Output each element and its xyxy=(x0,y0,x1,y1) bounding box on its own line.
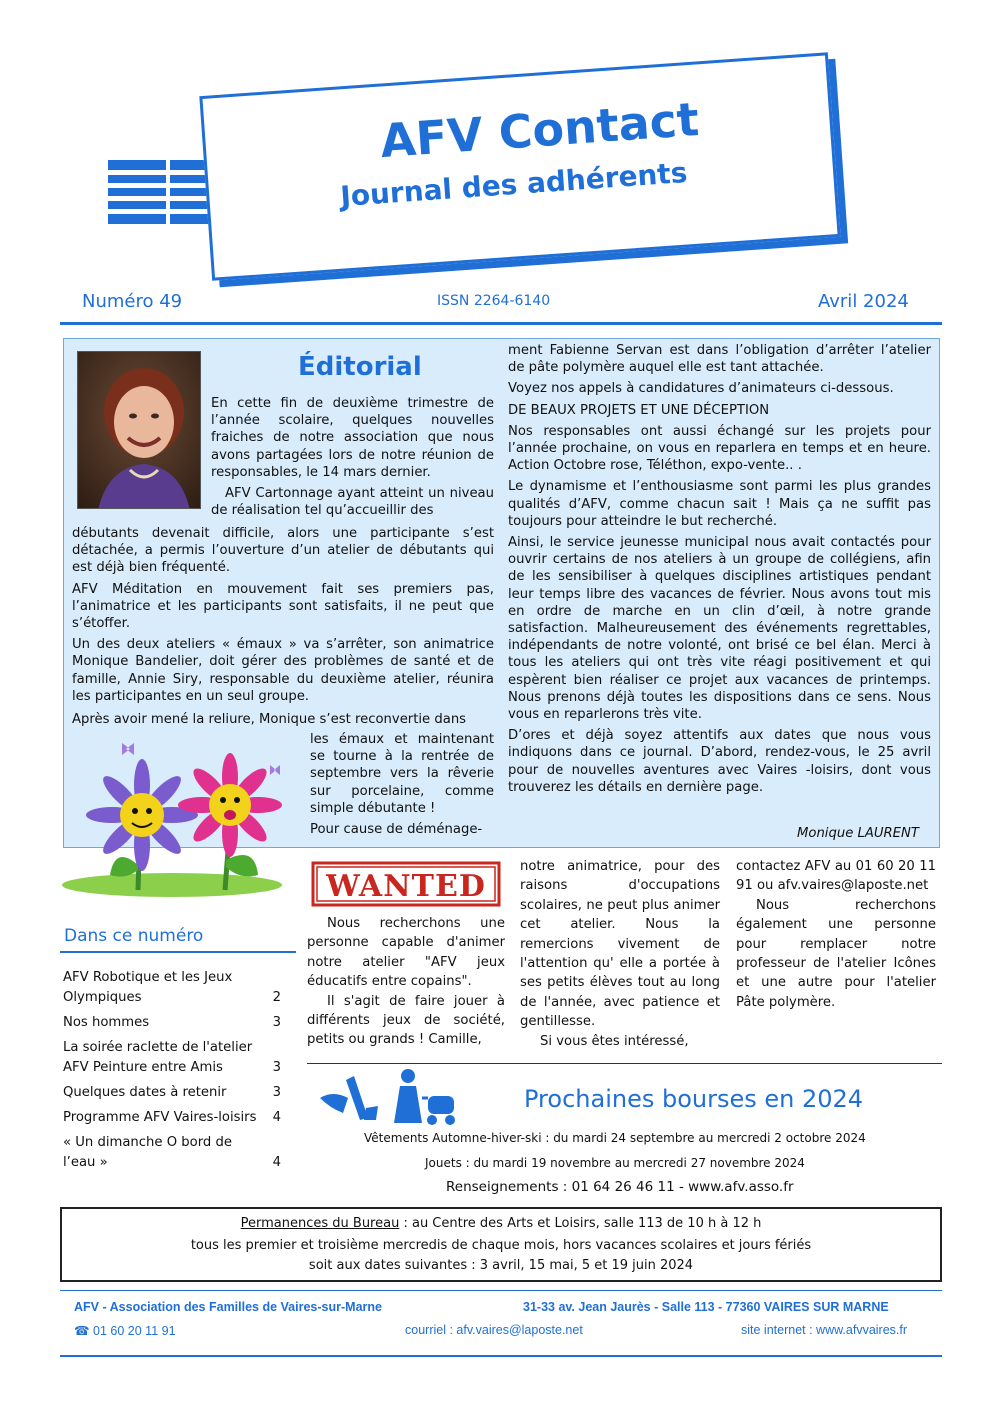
toc-rule xyxy=(60,951,296,953)
editorial-column-left-continued xyxy=(72,711,494,732)
editorial-paragraph: Un des deux ateliers « émaux » va s’arrêter, son animatrice Monique Bandelier, doit gérer des problèmes de santé et de famille, Annie Siry, responsable du deuxième atelier, réunira les participantes en un seul groupe. xyxy=(72,637,494,704)
toc-list xyxy=(63,968,281,1178)
editorial-subheading: DE BEAUX PROJETS ET UNE DÉCEPTION xyxy=(508,402,770,418)
wanted-column-3 xyxy=(736,857,936,1012)
wanted-column-1 xyxy=(307,914,505,1050)
issue-number: Numéro 49 xyxy=(82,291,183,312)
footer-association: AFV - Association des Familles de Vaires-sur-Marne xyxy=(74,1300,382,1314)
toc-item-page: 4 xyxy=(272,1155,281,1170)
toc-item-label: Nos hommes xyxy=(63,1015,150,1030)
wanted-paragraph: Il s'agit de faire jouer à différents jeux de société, petits ou grands ! Camille, xyxy=(307,993,505,1048)
toc-title: Dans ce numéro xyxy=(64,926,204,946)
journal-subtitle: Journal des adhérents xyxy=(339,155,689,214)
editorial-intro xyxy=(211,395,494,523)
editorial-paragraph: D’ores et déjà soyez attentifs aux dates que nous vous indiquons dans ce journal. D’abord, rendez-vous, le 25 avril pour de nouvelles aventures avec Vaires -loisirs, dont vous trouverez les détails en dernière page. xyxy=(508,728,931,795)
footer-rule-top xyxy=(60,1290,942,1291)
permanences-label: Permanences du Bureau xyxy=(240,1216,400,1231)
author-portrait xyxy=(77,351,201,509)
bourse-icon xyxy=(318,1068,458,1128)
bourses-title: Prochaines bourses en 2024 xyxy=(524,1085,864,1113)
editorial-signature: Monique LAURENT xyxy=(797,826,919,841)
wanted-paragraph: Nous recherchons une personne capable d'animer notre atelier "AFV jeux éducatifs entre copains". xyxy=(307,916,505,990)
wanted-paragraph: Nous recherchons également une personne pour remplacer notre professeur de l'atelier Icônes et une autre pour l'atelier Pâte polymère. xyxy=(736,897,936,1010)
wanted-contact[interactable]: contactez AFV au 01 60 20 11 91 ou afv.vaires@laposte.net xyxy=(736,859,936,894)
editorial-paragraph: AFV Cartonnage ayant atteint un niveau de réalisation tel qu’accueillir des xyxy=(211,486,494,519)
editorial-paragraph: les émaux et maintenant se tourne à la rentrée de septembre vers la rêverie sur porcelaine, comme simple débutante ! xyxy=(310,732,494,816)
toc-item-label: La soirée raclette de l'atelier AFV Peinture entre Amis xyxy=(63,1040,253,1075)
editorial-paragraph: Voyez nos appels à candidatures d’animateurs ci-dessous. xyxy=(508,381,894,397)
editorial-paragraph: Le dynamisme et l’enthousiasme sont parmi les plus grandes qualités d’AFV, comme chacun sait ! Mais ça ne suffit pas toujours pour atteindre le but recherché. xyxy=(508,479,931,529)
toc-item-label: AFV Robotique et les Jeux Olympiques xyxy=(63,970,233,1005)
permanences-line-2: tous les premier et troisième mercredis de chaque mois, hors vacances scolaires et jours fériés xyxy=(190,1238,812,1253)
editorial-paragraph: Pour cause de déménage- xyxy=(310,822,483,838)
footer-address: 31-33 av. Jean Jaurès - Salle 113 - 77360 VAIRES SUR MARNE xyxy=(523,1300,889,1314)
footer-phone[interactable]: ☎ 01 60 20 11 91 xyxy=(74,1324,176,1338)
footer-rule-bottom xyxy=(60,1355,942,1357)
toc-item-label: Quelques dates à retenir xyxy=(63,1085,227,1100)
toc-item[interactable] xyxy=(63,1038,281,1078)
issue-date: Avril 2024 xyxy=(818,291,909,312)
toc-item[interactable] xyxy=(63,1083,281,1103)
toc-item-page: 3 xyxy=(272,1015,281,1030)
toc-item[interactable] xyxy=(63,1108,281,1128)
toc-item-page: 4 xyxy=(272,1110,281,1125)
editorial-paragraph: Ainsi, le service jeunesse municipal nous avait contactés pour ouvrir certains de nos ateliers à un groupe de collégiens, afin de les sensibiliser à quelques disciplines artistiques pendant leur temps libre des vacances de février. Nous avons tout mis en ordre de marche en un clin d’œil, à notre grande satisfaction. Malheureusement des événements regrettables, indépendants de notre volonté, ont brisé ce bel élan. Merci à tous les ateliers qui ont très vite réagi positivement et qui espèrent bien réaliser ce projet aux vacances de printemps. Nous prenons déjà toutes les dispositions dans ce sens. Nous vous en reparlerons très vite. xyxy=(508,535,931,723)
editorial-paragraph: En cette fin de deuxième trimestre de l’année scolaire, quelques nouvelles fraiches de notre association que nous avons partagées lors de notre réunion de responsables, le 14 mars dernier. xyxy=(211,396,494,480)
toc-item-label: « Un dimanche O bord de l’eau » xyxy=(63,1135,232,1170)
toc-item-page: 2 xyxy=(272,990,281,1005)
permanences-line-1 xyxy=(60,1216,942,1231)
bourse-clothing: Vêtements Automne-hiver-ski : du mardi 24 septembre au mercredi 2 octobre 2024 xyxy=(364,1131,866,1145)
journal-title: AFV Contact xyxy=(378,91,701,169)
wanted-column-2 xyxy=(520,857,720,1051)
editorial-column-left-narrow xyxy=(310,731,494,842)
toc-item-label: Programme AFV Vaires-loisirs xyxy=(63,1110,257,1125)
editorial-paragraph: ment Fabienne Servan est dans l’obligation d’arrêter l’atelier de pâte polymère auquel elle est tant attachée. xyxy=(508,343,931,376)
wanted-paragraph: Si vous êtes intéressé, xyxy=(540,1033,689,1049)
wanted-paragraph: notre animatrice, pour des raisons d'occupations scolaires, ne peut plus animer cet atelier. Nous la remercions vivement de l'attention qu' elle a portée à ses petits élèves tout au long de l'année, avec patience et gentillesse. xyxy=(520,859,720,1030)
permanences-line-3: soit aux dates suivantes : 3 avril, 15 mai, 5 et 19 juin 2024 xyxy=(308,1258,694,1273)
wanted-stamp xyxy=(311,861,501,907)
permanences-location: : au Centre des Arts et Loisirs, salle 113 de 10 h à 12 h xyxy=(399,1216,762,1231)
editorial-paragraph: Après avoir mené la reliure, Monique s’est reconvertie dans xyxy=(72,712,467,727)
issn: ISSN 2264-6140 xyxy=(437,293,551,309)
footer-email[interactable]: courriel : afv.vaires@laposte.net xyxy=(405,1323,583,1337)
editorial-paragraph: Nos responsables ont aussi échangé sur les projets pour l’année prochaine, on vous en reparlera en temps et en heure. Action Octobre rose, Téléthon, expo-vente.. . xyxy=(508,423,931,474)
toc-item[interactable] xyxy=(63,1133,281,1173)
toc-item[interactable] xyxy=(63,1013,281,1033)
editorial-title: Éditorial xyxy=(298,352,422,382)
editorial-paragraph: AFV Méditation en mouvement fait ses premiers pas, l’animatrice et les participants sont satisfaits, il ne peut que s’étoffer. xyxy=(72,581,494,632)
toc-item-page: 3 xyxy=(272,1060,281,1075)
editorial-paragraph: débutants devenait difficile, alors une participante s’est détachée, a permis l’ouverture d’un atelier de débutants qui est déjà bien fréquenté. xyxy=(72,526,494,576)
section-rule xyxy=(307,1063,942,1064)
toc-item[interactable] xyxy=(63,968,281,1008)
footer-website[interactable]: site internet : www.afvvaires.fr xyxy=(741,1323,908,1337)
bourse-info: Renseignements : 01 64 26 46 11 - www.afv.asso.fr xyxy=(446,1179,794,1195)
header-rule xyxy=(60,322,942,325)
wanted-stamp-text: WANTED xyxy=(326,869,486,904)
toc-item-page: 3 xyxy=(272,1085,281,1100)
editorial-column-left xyxy=(72,525,494,709)
editorial-column-right xyxy=(508,342,931,800)
flowers-illustration xyxy=(60,735,285,900)
bourse-toys: Jouets : du mardi 19 novembre au mercredi 27 novembre 2024 xyxy=(425,1156,805,1170)
